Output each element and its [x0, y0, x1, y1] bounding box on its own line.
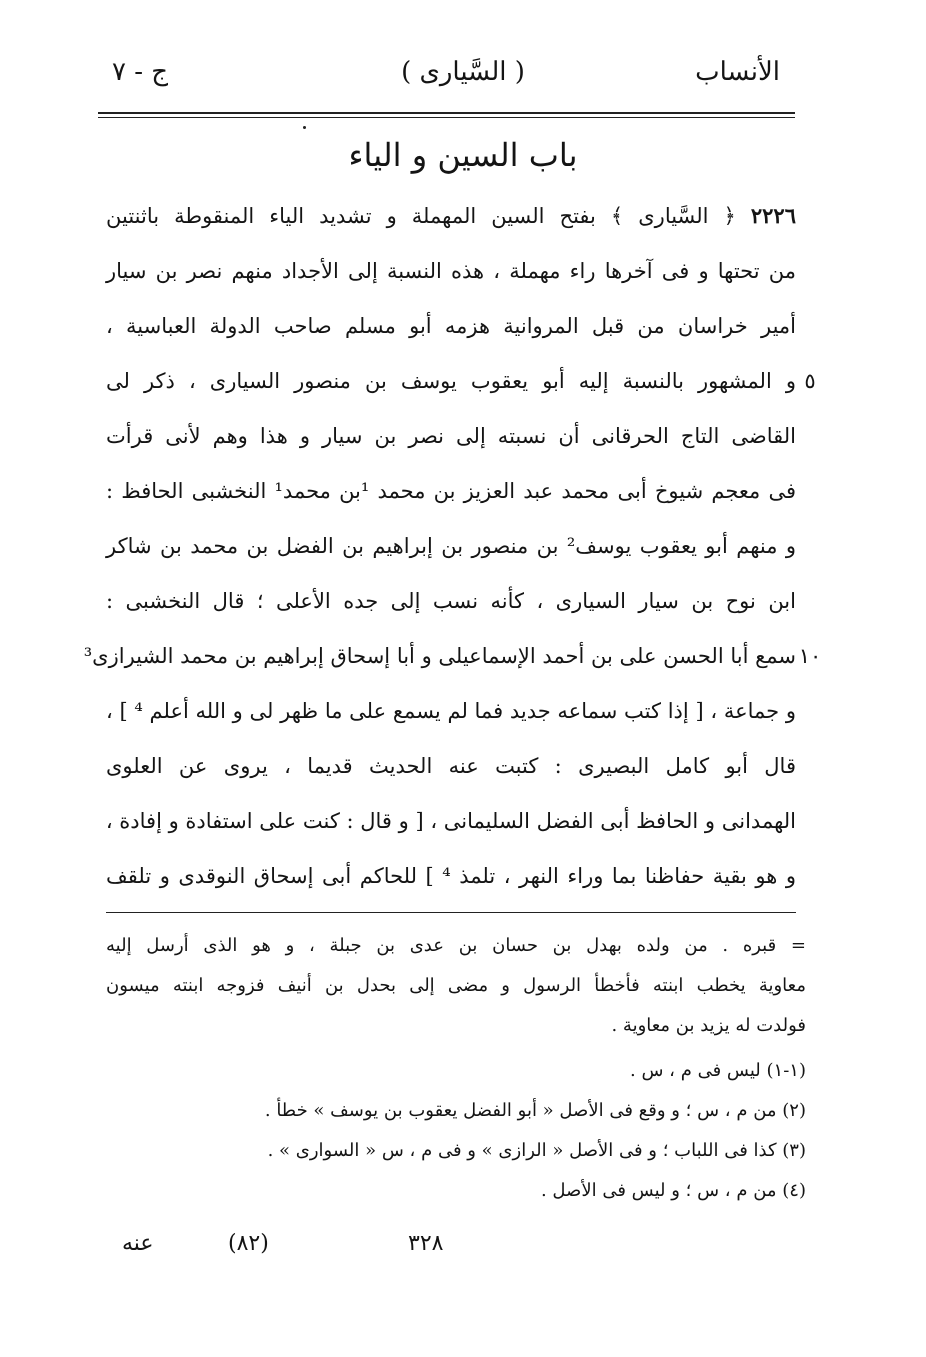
- signature-mark: (٨٢): [228, 1231, 269, 1256]
- text-line: و منهم أبو يعقوب يوسف² بن منصور بن إبراهيم بن الفضل بن محمد بن شاكر: [106, 534, 796, 558]
- text-line: قال أبو كامل البصيرى : كتبت عنه الحديث قديما ، يروى عن العلوى: [106, 754, 796, 778]
- catchword: عنه: [122, 1231, 154, 1256]
- text-line: القاضى التاج الحرقانى أن نسبته إلى نصر بن سيار و هذا وهم لأنى قرأت: [106, 424, 796, 448]
- page-number: ٣٢٨: [408, 1231, 444, 1256]
- footnote-2: (٢) من م ، س ؛ و وقع فى الأصل « أبو الفضل يعقوب بن يوسف » خطأ .: [264, 1100, 806, 1121]
- text-line: الهمدانى و الحافظ أبى الفضل السليمانى ، [ و قال : كنت على استفادة و إفادة ،: [105, 809, 796, 833]
- footnote-1: (١-١) ليس فى م ، س .: [630, 1060, 806, 1081]
- book-title: الأنساب: [695, 57, 780, 87]
- header-rule: [98, 112, 795, 114]
- footnote-3: (٣) كذا فى اللباب ؛ و فى الأصل « الرازى » و فى م ، س « السوارى » .: [267, 1140, 806, 1161]
- text-line: و جماعة ، [ إذا كتب سماعه جديد فما لم يسمع على ما ظهر لى و الله أعلم ⁴ ] ،: [106, 699, 796, 723]
- text-line: فى معجم شيوخ أبى محمد عبد العزيز بن محمد ¹بن محمد¹ النخشبى الحافظ :: [106, 479, 796, 503]
- ornament-dot: [303, 126, 306, 129]
- running-head: ( السَّيارى ): [401, 57, 525, 87]
- text-line-content: ﴿ السَّيارى ﴾ بفتح السين المهملة و تشديد الياء المنقوطة باثنتين: [106, 204, 736, 228]
- text-line: [106, 188, 796, 244]
- footnote-line: = قبره . من ولده بهدل بن حسان بن عدى بن جبلة ، و هو الذى أرسل إليه: [106, 935, 806, 956]
- volume-label: ج - ٧: [112, 57, 169, 87]
- text-line: و هو بقية حفاظنا بما وراء النهر ، تلمذ ⁴ ] للحاكم أبى إسحاق النوقدى و تلقف: [106, 864, 796, 888]
- footnote-line: فولدت له يزيد بن معاوية .: [611, 1015, 806, 1036]
- text-line: ابن نوح بن سيار السيارى ، كأنه نسب إلى جده الأعلى ؛ قال النخشبى :: [106, 589, 796, 613]
- header-rule-thin: [98, 117, 795, 118]
- chapter-title: باب السين و الياء: [348, 136, 578, 174]
- footnote-4: (٤) من م ، س ؛ و ليس فى الأصل .: [540, 1180, 806, 1201]
- text-line: من تحتها و فى آخرها راء مهملة ، هذه النسبة إلى الأجداد منهم نصر بن سيار: [106, 259, 796, 283]
- footnote-line: معاوية يخطب ابنته فأخطأ الرسول و مضى إلى بحدل بن أنيف فزوجه ابنته ميسون: [106, 975, 806, 996]
- line-marker-5: ٥: [804, 369, 816, 393]
- footnote-rule: [106, 912, 796, 913]
- text-line: و المشهور بالنسبة إليه أبو يعقوب يوسف بن منصور السيارى ، ذكر لى: [106, 369, 796, 393]
- text-line: أمير خراسان من قبل المروانية هزمه أبو مسلم صاحب الدولة العباسية ،: [106, 314, 796, 338]
- text-line: سمع أبا الحسن على بن أحمد الإسماعيلى و أبا إسحاق إبراهيم بن محمد الشيرازى³: [83, 644, 796, 668]
- line-marker-10: ١٠: [798, 644, 822, 668]
- entry-number: ٢٢٢٦: [750, 203, 796, 228]
